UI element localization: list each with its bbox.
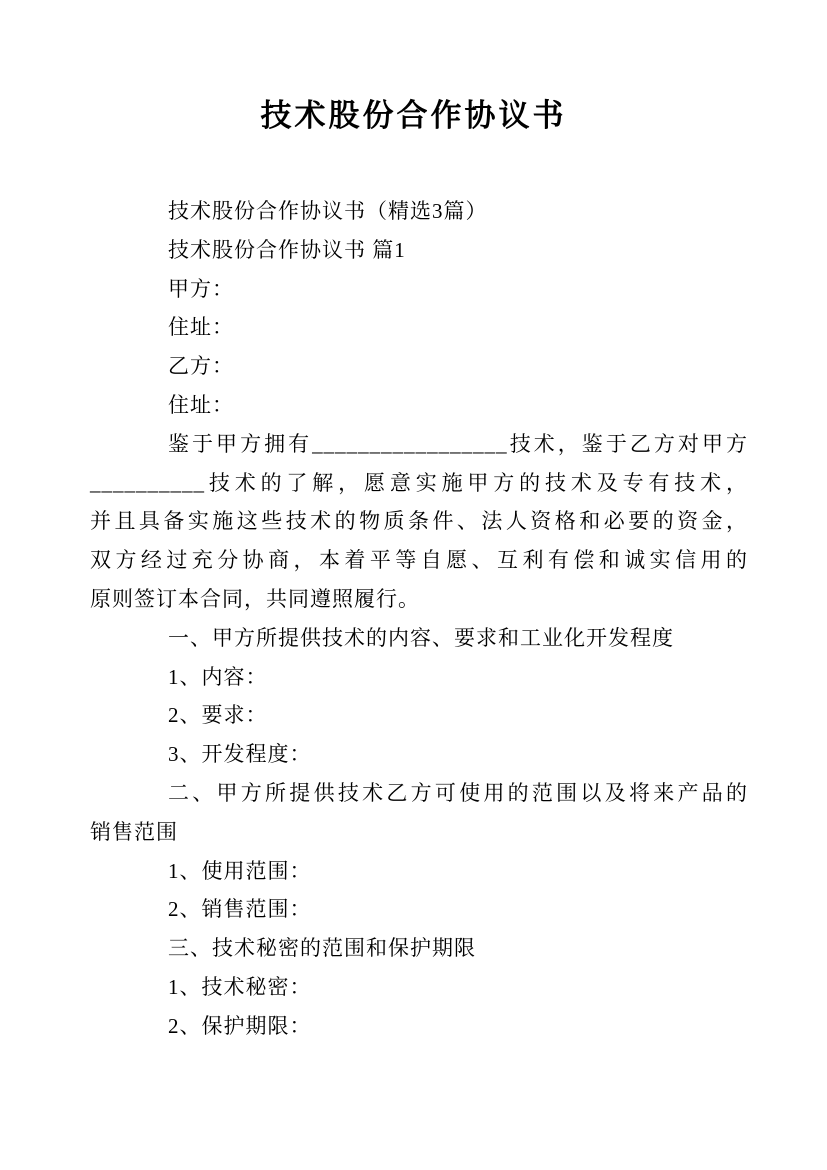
document-line: 1、使用范围： — [168, 858, 312, 883]
document-line: 技术股份合作协议书（精选3篇） — [168, 199, 488, 223]
document-line: 双方经过充分协商，本着平等自愿、互利有偿和诚实信用的 — [90, 548, 748, 573]
document-line: 鉴于甲方拥有_________________技术，鉴于乙方对甲方 — [168, 431, 748, 456]
document-line: 三、技术秘密的范围和保护期限 — [168, 936, 476, 961]
document-line: 2、要求： — [168, 703, 268, 728]
document-line: 销售范围 — [90, 819, 178, 844]
document-line: 1、技术秘密： — [168, 974, 312, 999]
document-line: 3、开发程度： — [168, 742, 312, 767]
document-line: 甲方： — [168, 276, 234, 301]
document-line: 乙方： — [168, 354, 234, 379]
document-line: 二、甲方所提供技术乙方可使用的范围以及将来产品的 — [168, 780, 748, 805]
document-line: 原则签订本合同，共同遵照履行。 — [90, 586, 420, 611]
document-title: 技术股份合作协议书 — [260, 98, 567, 133]
document-line: 并且具备实施这些技术的物质条件、法人资格和必要的资金， — [90, 509, 748, 534]
document-line: 2、销售范围： — [168, 897, 312, 922]
document-line: 一、甲方所提供技术的内容、要求和工业化开发程度 — [168, 625, 674, 650]
document-line: 技术股份合作协议书 篇1 — [168, 237, 406, 262]
document-line: 2、保护期限： — [168, 1013, 312, 1038]
document-line: 住址： — [168, 315, 234, 340]
document-line: 住址： — [168, 392, 234, 417]
document-line: __________技术的了解，愿意实施甲方的技术及专有技术， — [90, 470, 748, 495]
document-line: 1、内容： — [168, 664, 268, 689]
document-body — [90, 192, 748, 1046]
